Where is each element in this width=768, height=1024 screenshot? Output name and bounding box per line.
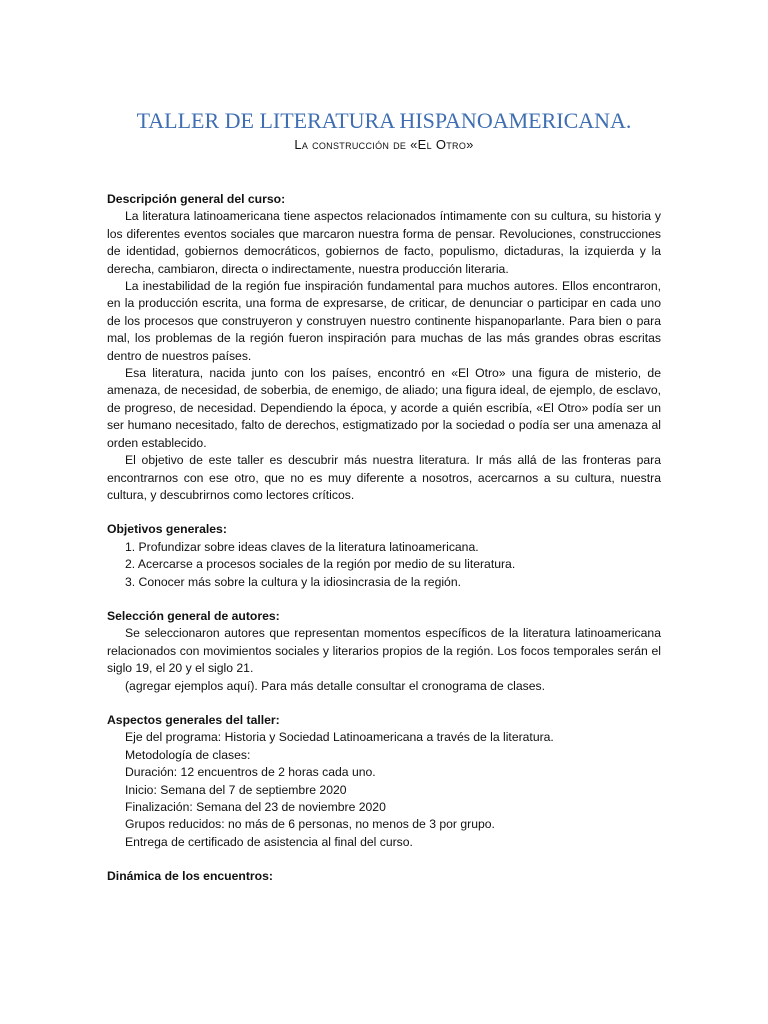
descripcion-paragraph: Esa literatura, nacida junto con los países, encontró en «El Otro» una figura de misterio, de amenaza, de necesidad, de soberbia, de enemigo, de aliado; una figura ideal, de ejemplo, de esclavo, de progreso, de necesidad. Dependiendo la época, y acorde a quién escribía, «El Otro» podía ser un ser humano necesitado, falto de derechos, estigmatizado por la sociedad o podía ser una amenaza al orden establecido. [107,366,661,450]
aspecto-item: Finalización: Semana del 23 de noviembre 2020 [125,800,386,814]
aspecto-item: Entrega de certificado de asistencia al final del curso. [125,834,413,849]
aspecto-item: Eje del programa: Historia y Sociedad Latinoamericana a través de la literatura. [125,730,554,745]
autores-paragraph: Se seleccionaron autores que representan momentos específicos de la literatura latinoamericana relacionados con movimientos sociales y literarios propios de la región. Los focos temporales serán el siglo 19, el 20 y el siglo 21. [107,626,661,676]
descripcion-paragraph: La literatura latinoamericana tiene aspectos relacionados íntimamente con su cultura, su historia y los diferentes eventos sociales que marcaron nuestra forma de pensar. Revoluciones, construcciones de identidad, gobiernos democráticos, gobiernos de facto, populismo, dictaduras, la izquierda y la derecha, cambiaron, directa o indirectamente, nuestra producción literaria. [107,209,661,276]
section-spacer [107,504,661,521]
aspecto-item: Inicio: Semana del 7 de septiembre 2020 [125,782,347,797]
descripcion-paragraph: La inestabilidad de la región fue inspiración fundamental para muchos autores. Ellos encontraron, en la producción escrita, una forma de expresarse, de criticar, de denunciar o participar en cada uno de los procesos que construyeron y construyen nuestro continente hispanoparlante. Para bien o para mal, los problemas de la región fueron inspiración para muchas de las más grandes obras escritas dentro de nuestros países. [107,279,661,363]
section-heading-descripcion: Descripción general del curso: [107,192,286,206]
section-heading-dinamica: Dinámica de los encuentros: [107,869,273,884]
objetivo-item: 1. Profundizar sobre ideas claves de la literatura latinoamericana. [125,539,479,554]
autores-paragraph: (agregar ejemplos aquí). Para más detalle consultar el cronograma de clases. [125,678,546,693]
descripcion-paragraph: El objetivo de este taller es descubrir más nuestra literatura. Ir más allá de las fronteras para encontrarnos con ese otro, que no es muy diferente a nosotros, acercarnos a su cultura, nuestra cultura, y descubrirnos como lectores críticos. [107,453,661,502]
document-title: TALLER DE LITERATURA HISPANOAMERICANA. [136,108,632,133]
document-subtitle: La construcción de «El Otro» [294,137,474,152]
objetivo-item: 2. Acercarse a procesos sociales de la región por medio de su literatura. [125,557,516,572]
section-spacer [107,695,661,712]
document-body [107,191,661,886]
section-heading-aspectos: Aspectos generales del taller: [107,712,280,727]
section-heading-autores: Selección general de autores: [107,608,280,623]
objetivo-item: 3. Conocer más sobre la cultura y la idiosincrasia de la región. [125,574,462,589]
aspecto-item: Grupos reducidos: no más de 6 personas, no menos de 3 por grupo. [125,817,495,832]
section-spacer [107,591,661,608]
aspecto-item: Metodología de clases: [125,747,251,762]
aspecto-item: Duración: 12 encuentros de 2 horas cada uno. [125,765,376,780]
section-spacer [107,851,661,868]
section-heading-objetivos: Objetivos generales: [107,522,227,537]
